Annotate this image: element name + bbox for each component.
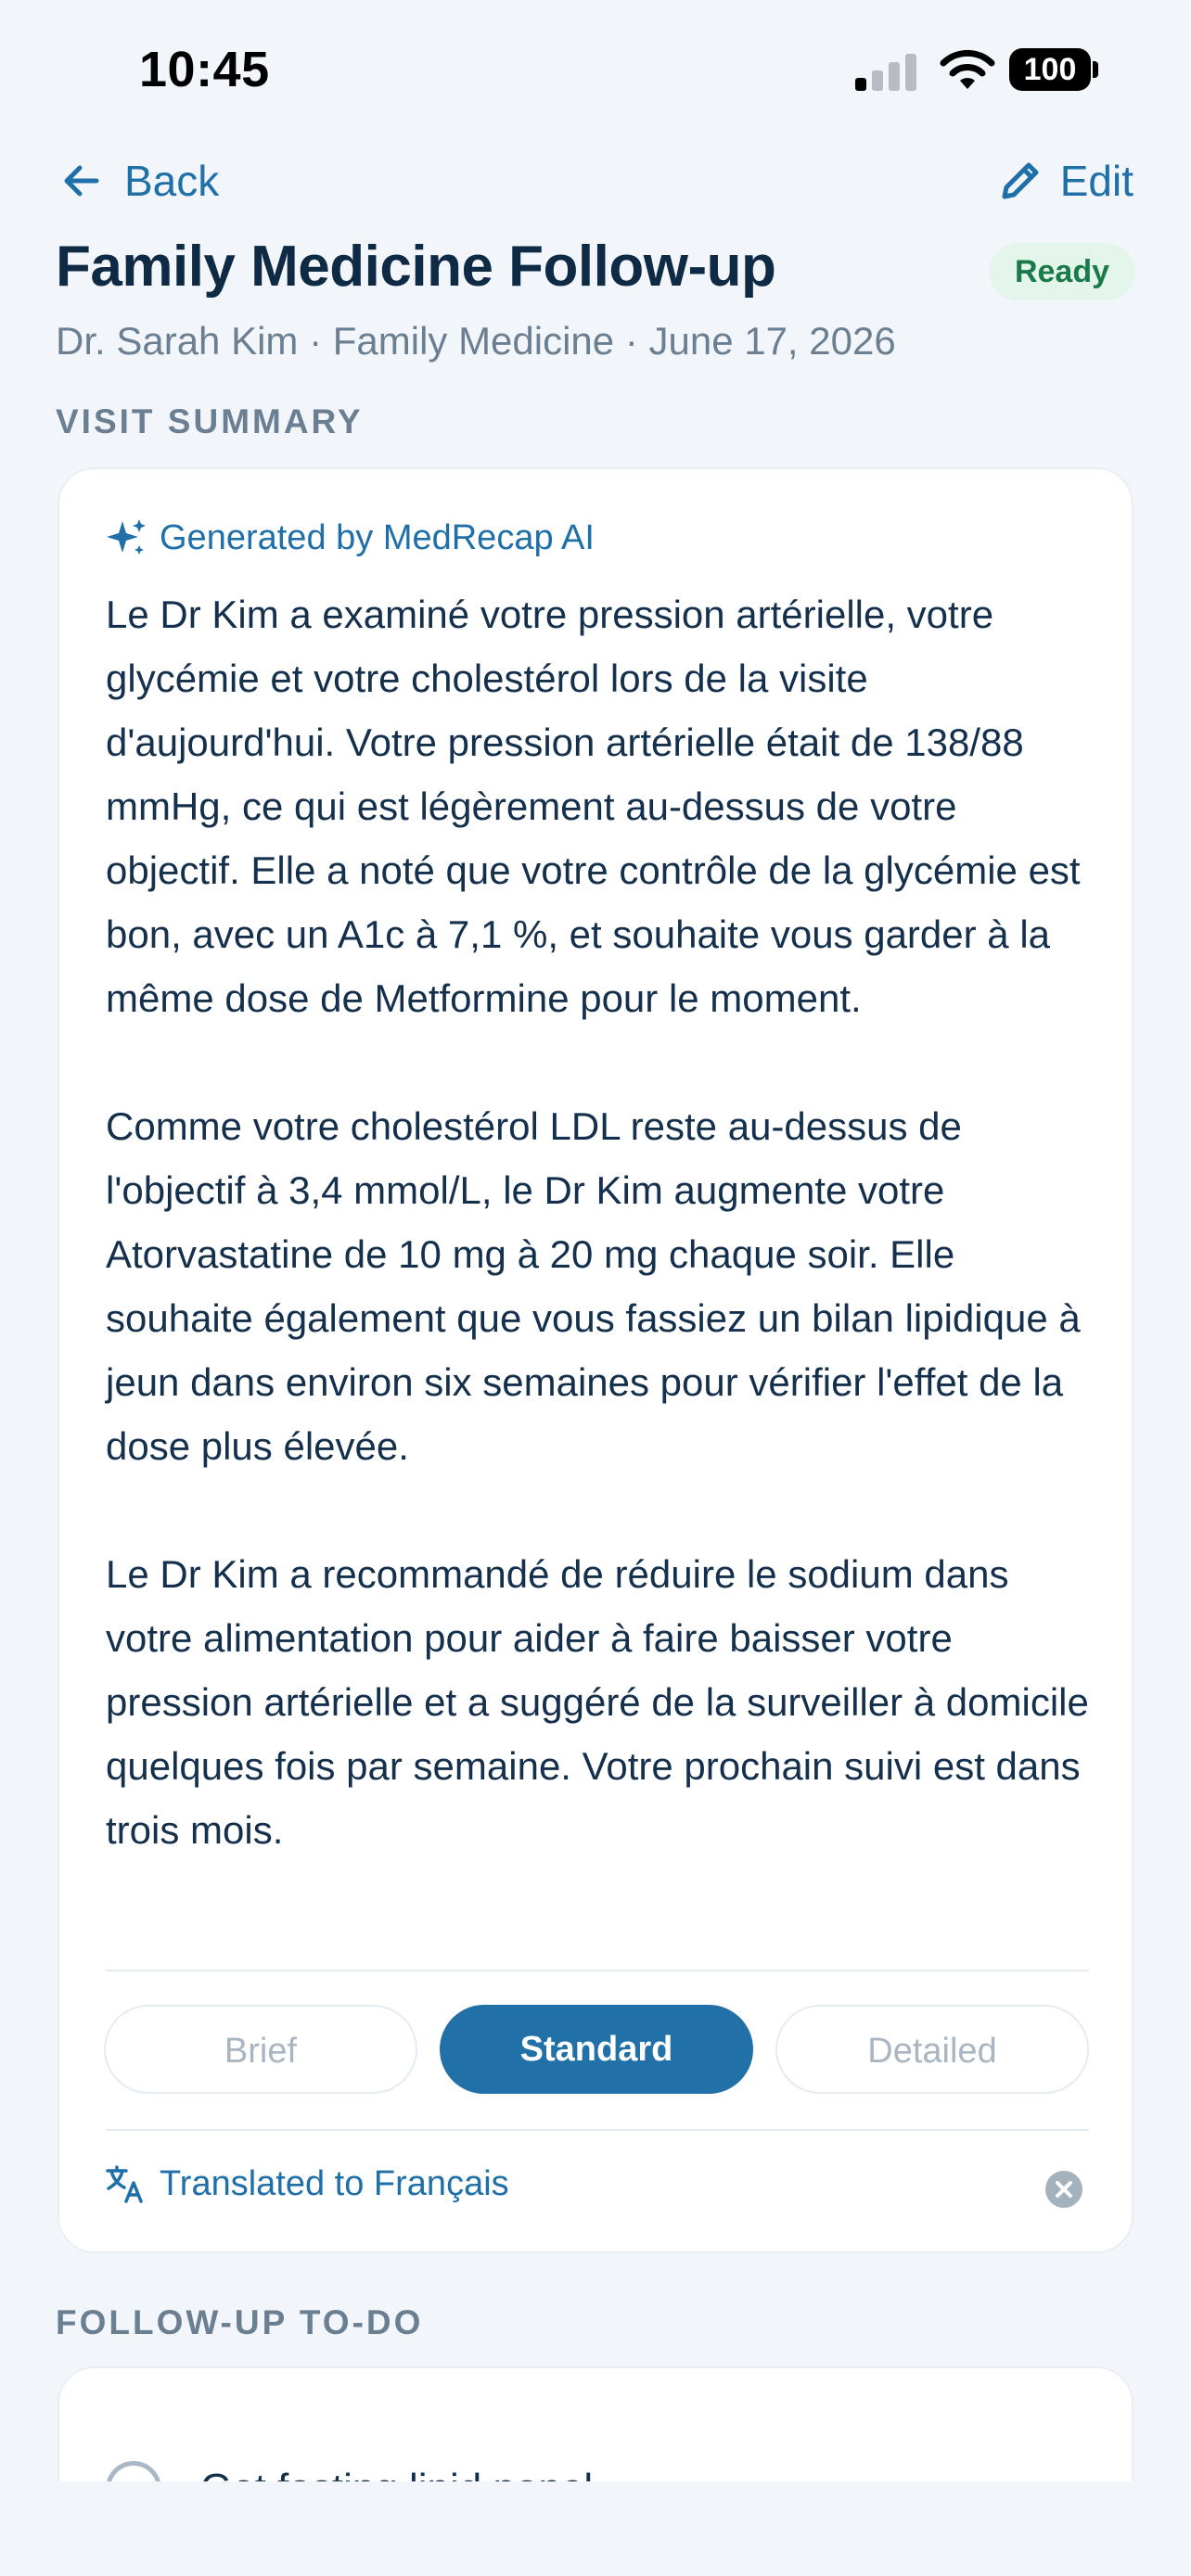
summary-paragraph: Le Dr Kim a recommandé de réduire le sodium dans votre alimentation pour aider à faire baisser votre pression artérielle et a suggéré de la surveiller à domicile quelques fois par semaine. Votre prochain suivi est dans trois mois. [106, 1552, 1089, 1852]
edit-label: Edit [1059, 157, 1133, 205]
battery-level: 100 [1009, 48, 1091, 91]
arrow-left-icon [59, 159, 104, 203]
detail-level-brief[interactable]: Brief [104, 2005, 417, 2094]
sparkles-icon [104, 516, 148, 560]
divider [106, 1970, 1089, 1971]
summary-paragraph: Comme votre cholestérol LDL reste au-dessus de l'objectif à 3,4 mmol/L, le Dr Kim augmente votre Atorvastatine de 10 mg à 20 mg chaque soir. Elle souhaite également que vous fassiez un bilan lipidique à jeun dans environ six semaines pour vérifier l'effet de la dose plus élevée. [106, 1104, 1081, 1468]
translation-label: Translated to Français [160, 2163, 509, 2203]
bottom-edge [0, 2481, 1191, 2576]
back-button[interactable] [59, 148, 219, 213]
status-bar [0, 0, 1191, 139]
generated-by-text: Generated by MedRecap AI [160, 517, 595, 557]
pencil-icon [997, 158, 1044, 204]
summary-paragraph: Le Dr Kim a examiné votre pression artérielle, votre glycémie et votre cholestérol lors de la visite d'aujourd'hui. Votre pression artérielle était de 138/88 mmHg, ce qui est légèrement au-dessus de votre objectif. Elle a noté que votre contrôle de la glycémie est bon, avec un A1c à 7,1 %, et souhaite vous garder à la même dose de Metformine pour le moment. [106, 593, 1081, 1020]
visit-subtitle: Dr. Sarah Kim · Family Medicine · June 17, 2026 [56, 319, 896, 363]
page-title: Family Medicine Follow-up [56, 235, 776, 299]
translation-toggle[interactable] [104, 2162, 509, 2205]
visit-summary-heading: VISIT SUMMARY [56, 402, 364, 440]
detail-level-detailed[interactable]: Detailed [775, 2005, 1089, 2094]
back-label: Back [124, 157, 220, 205]
detail-level-standard[interactable]: Standard [440, 2005, 753, 2094]
ai-generated-label [104, 516, 595, 560]
edit-button[interactable] [997, 148, 1133, 213]
visit-summary-card [58, 467, 1133, 2253]
cellular-signal-icon [855, 54, 918, 91]
translate-icon [104, 2162, 147, 2205]
summary-text [106, 582, 1098, 1862]
divider [106, 2129, 1089, 2131]
clear-translation-icon[interactable] [1044, 2170, 1083, 2209]
wifi-icon [939, 48, 996, 91]
follow-up-todo-heading: FOLLOW-UP TO-DO [56, 2303, 424, 2341]
battery-icon [1009, 48, 1100, 91]
status-badge: Ready [989, 243, 1135, 300]
status-time: 10:45 [139, 42, 270, 97]
